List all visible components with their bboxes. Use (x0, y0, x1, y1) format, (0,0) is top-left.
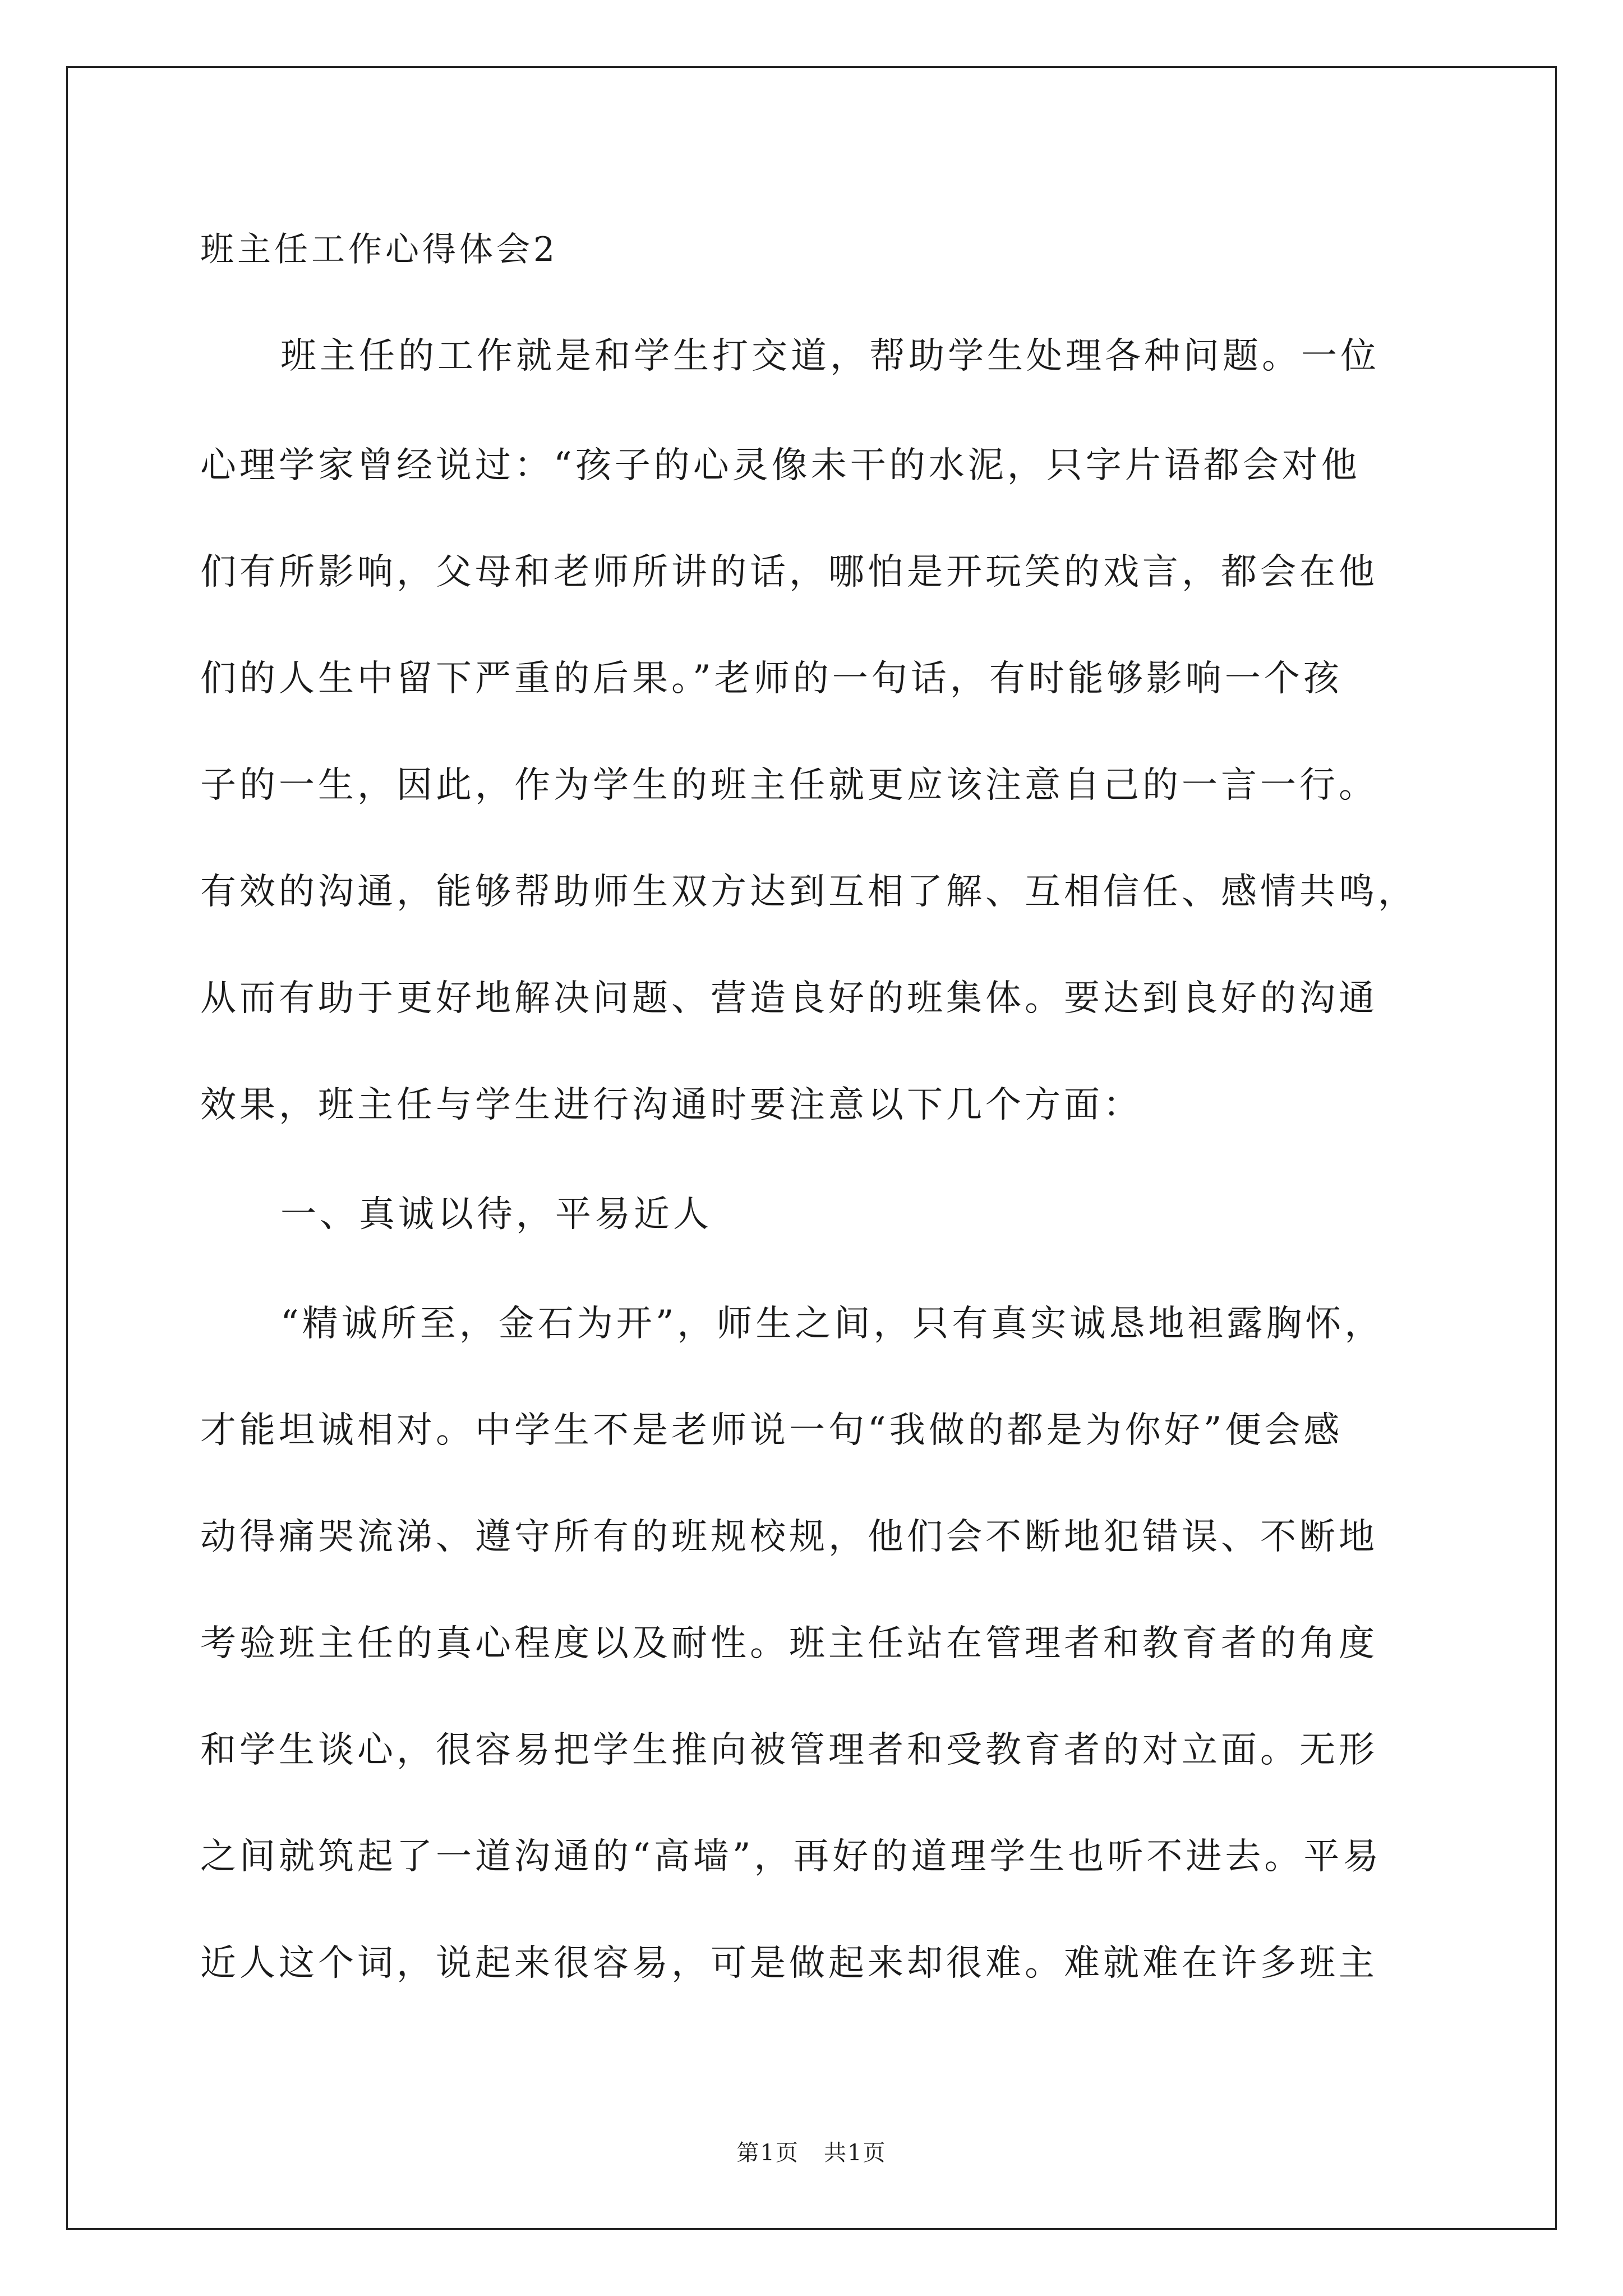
section-heading: 一、真诚以待，平易近人 (280, 1194, 712, 1235)
page-border (66, 66, 1557, 2230)
paragraph-line: 心理学家曾经说过：“孩子的心灵像未干的水泥，只字片语都会对他 (200, 445, 1361, 486)
paragraph-line: 从而有助于更好地解决问题、营造良好的班集体。要达到良好的沟通 (200, 978, 1378, 1019)
paragraph-line: 动得痛哭流涕、遵守所有的班规校规，他们会不断地犯错误、不断地 (200, 1516, 1378, 1558)
paragraph-line: 和学生谈心，很容易把学生推向被管理者和受教育者的对立面。无形 (200, 1729, 1378, 1771)
paragraph-line: 近人这个词，说起来很容易，可是做起来却很难。难就难在许多班主 (200, 1943, 1378, 1984)
page-number-footer: 第1页 共1页 (736, 2140, 887, 2166)
paragraph-line: 班主任的工作就是和学生打交道，帮助学生处理各种问题。一位 (280, 335, 1380, 377)
paragraph-line: 效果，班主任与学生进行沟通时要注意以下几个方面： (200, 1084, 1142, 1126)
paragraph-line: 子的一生，因此，作为学生的班主任就更应该注意自己的一言一行。 (200, 765, 1378, 806)
paragraph-line: 们的人生中留下严重的后果。”老师的一句话，有时能够影响一个孩 (200, 658, 1343, 700)
document-title: 班主任工作心得体会2 (200, 230, 559, 269)
paragraph-line: 才能坦诚相对。中学生不是老师说一句“我做的都是为你好”便会感 (200, 1410, 1343, 1451)
paragraph-line: “精诚所至，金石为开”，师生之间，只有真实诚恳地袒露胸怀， (280, 1303, 1384, 1345)
paragraph-line: 考验班主任的真心程度以及耐性。班主任站在管理者和教育者的角度 (200, 1623, 1378, 1664)
paragraph-line: 们有所影响，父母和老师所讲的话，哪怕是开玩笑的戏言，都会在他 (200, 551, 1378, 593)
paragraph-line: 之间就筑起了一道沟通的“高墙”，再好的道理学生也听不进去。平易 (200, 1836, 1382, 1878)
paragraph-line: 有效的沟通，能够帮助师生双方达到互相了解、互相信任、感情共鸣， (200, 871, 1417, 913)
